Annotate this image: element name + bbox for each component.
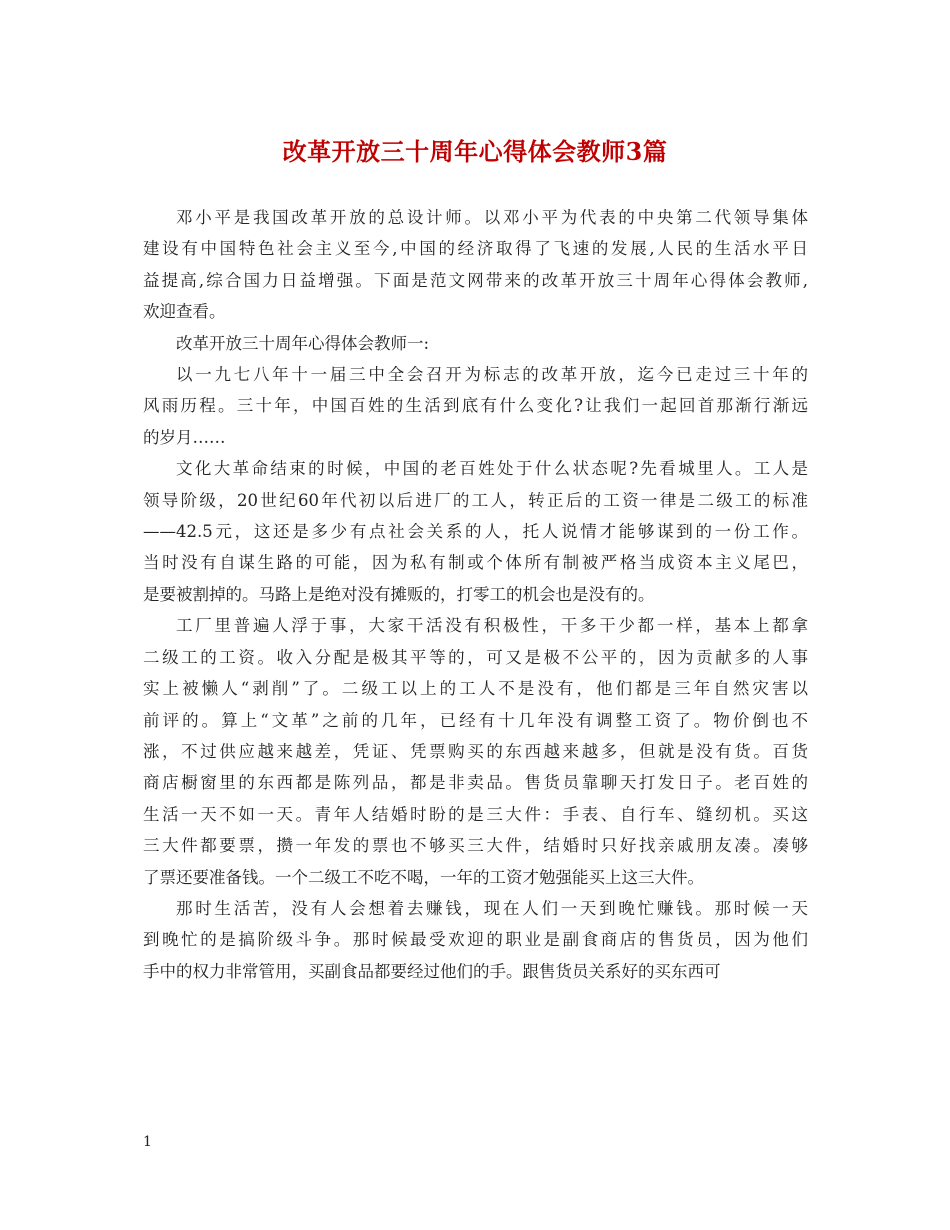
paragraph-line: 建设有中国特色社会主义至今,中国的经济取得了飞速的发展,人民的生活水平日 [143,239,808,259]
paragraph [143,359,808,453]
paragraph [143,202,808,328]
paragraph-line: 风雨历程。三十年，中国百姓的生活到底有什么变化?让我们一起回首那渐行渐远 [143,396,808,416]
paragraph [143,453,808,610]
paragraph-line: 领导阶级，20世纪60年代初以后进厂的工人，转正后的工资一律是二级工的标准 [143,490,808,510]
paragraph-line: 文化大革命结束的时候，中国的老百姓处于什么状态呢?先看城里人。工人是 [176,459,808,479]
paragraph-line: 三大件都要票，攒一年发的票也不够买三大件，结婚时只好找亲戚朋友凑。凑够 [143,836,808,856]
paragraph-line: 改革开放三十周年心得体会教师一: [176,333,430,353]
paragraph-line: 了票还要准备钱。一个二级工不吃不喝，一年的工资才勉强能买上这三大件。 [143,867,704,887]
paragraph-line: 以一九七八年十一届三中全会召开为标志的改革开放，迄今已走过三十年的 [176,365,808,385]
paragraph-line: 欢迎查看。 [143,302,226,322]
paragraph-line: 是要被割掉的。马路上是绝对没有摊贩的，打零工的机会也是没有的。 [143,584,655,604]
document-body [143,202,808,987]
paragraph-line: 生活一天不如一天。青年人结婚时盼的是三大件：手表、自行车、缝纫机。买这 [143,804,808,824]
paragraph-line: 那时生活苦，没有人会想着去赚钱，现在人们一天到晚忙赚钱。那时候一天 [176,898,808,918]
paragraph-line: 的岁月…… [143,427,226,447]
paragraph-line: 当时没有自谋生路的可能，因为私有制或个体所有制被严格当成资本主义尾巴， [143,553,808,573]
paragraph-line: 前评的。算上“文革”之前的几年，已经有十几年没有调整工资了。物价倒也不 [143,710,808,730]
page-number: 1 [143,1134,152,1150]
paragraph-line: 实上被懒人“剥削”了。二级工以上的工人不是没有，他们都是三年自然灾害以 [143,679,808,699]
paragraph-line: 二级工的工资。收入分配是极其平等的，可又是极不公平的，因为贡献多的人事 [143,647,808,667]
paragraph-line: 商店橱窗里的东西都是陈列品，都是非卖品。售货员靠聊天打发日子。老百姓的 [143,773,808,793]
paragraph-line: 工厂里普遍人浮于事，大家干活没有积极性，干多干少都一样，基本上都拿 [176,616,808,636]
paragraph-line: 手中的权力非常管用，买副食品都要经过他们的手。跟售货员关系好的买东西可 [143,961,721,981]
paragraph [143,893,808,987]
paragraph [143,328,808,359]
paragraph-line: 邓小平是我国改革开放的总设计师。以邓小平为代表的中央第二代领导集体 [176,208,808,227]
document-title: 改革开放三十周年心得体会教师3篇 [282,137,668,166]
paragraph-line: ——42.5元，这还是多少有点社会关系的人，托人说情才能够谋到的一份工作。 [143,522,808,542]
paragraph-line: 到晚忙的是搞阶级斗争。那时候最受欢迎的职业是副食商店的售货员，因为他们 [143,930,808,950]
paragraph-line: 涨，不过供应越来越差，凭证、凭票购买的东西越来越多，但就是没有货。百货 [143,741,808,761]
paragraph [143,610,808,893]
paragraph-line: 益提高,综合国力日益增强。下面是范文网带来的改革开放三十周年心得体会教师, [143,270,808,290]
